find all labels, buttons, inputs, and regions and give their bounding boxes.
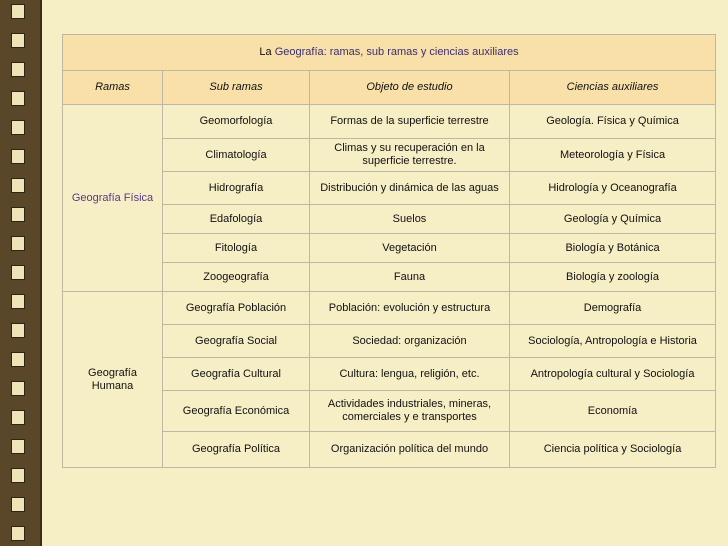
film-hole <box>11 439 25 454</box>
objeto-cell: Fauna <box>310 263 510 292</box>
ciencias-cell: Sociología, Antropología e Historia <box>510 325 716 358</box>
header-ciencias: Ciencias auxiliares <box>510 71 716 105</box>
title-text: Geografía: ramas, sub ramas y ciencias auxiliares <box>274 46 519 58</box>
film-hole <box>11 381 25 396</box>
sub-rama-cell: Geografía Económica <box>163 391 310 432</box>
film-hole <box>11 236 25 251</box>
film-hole <box>11 149 25 164</box>
sub-rama-cell: Geografía Política <box>163 432 310 468</box>
ciencias-cell: Geología. Física y Química <box>510 105 716 139</box>
film-hole <box>11 33 25 48</box>
ciencias-cell: Biología y Botánica <box>510 234 716 263</box>
film-hole <box>11 62 25 77</box>
table-row <box>63 292 716 325</box>
film-hole <box>11 178 25 193</box>
objeto-cell: Cultura: lengua, religión, etc. <box>310 358 510 391</box>
film-hole <box>11 294 25 309</box>
film-hole <box>11 497 25 512</box>
objeto-cell: Suelos <box>310 205 510 234</box>
film-hole <box>11 265 25 280</box>
rama-cell: Geografía Física <box>63 105 163 292</box>
sub-rama-cell: Climatología <box>163 139 310 172</box>
objeto-cell: Población: evolución y estructura <box>310 292 510 325</box>
table-title-row <box>63 35 716 71</box>
film-hole <box>11 323 25 338</box>
table-title <box>63 35 716 71</box>
header-objeto: Objeto de estudio <box>310 71 510 105</box>
ciencias-cell: Biología y zoología <box>510 263 716 292</box>
film-hole <box>11 91 25 106</box>
sub-rama-cell: Geografía Cultural <box>163 358 310 391</box>
ciencias-cell: Ciencia política y Sociología <box>510 432 716 468</box>
objeto-cell: Distribución y dinámica de las aguas <box>310 172 510 205</box>
ciencias-cell: Hidrología y Oceanografía <box>510 172 716 205</box>
objeto-cell: Actividades industriales, mineras, comerciales y e transportes <box>310 391 510 432</box>
sub-rama-cell: Geografía Social <box>163 325 310 358</box>
header-row <box>63 71 716 105</box>
sub-rama-cell: Zoogeografía <box>163 263 310 292</box>
geography-table <box>62 34 716 468</box>
film-strip-border <box>0 0 42 546</box>
sub-rama-cell: Hidrografía <box>163 172 310 205</box>
objeto-cell: Sociedad: organización <box>310 325 510 358</box>
film-hole <box>11 4 25 19</box>
sub-rama-cell: Geomorfología <box>163 105 310 139</box>
objeto-cell: Vegetación <box>310 234 510 263</box>
film-hole <box>11 526 25 541</box>
film-hole <box>11 352 25 367</box>
sub-rama-cell: Fitología <box>163 234 310 263</box>
sub-rama-cell: Edafología <box>163 205 310 234</box>
ciencias-cell: Geología y Química <box>510 205 716 234</box>
objeto-cell: Climas y su recuperación en la superficie terrestre. <box>310 139 510 172</box>
ciencias-cell: Antropología cultural y Sociología <box>510 358 716 391</box>
ciencias-cell: Demografía <box>510 292 716 325</box>
film-hole <box>11 410 25 425</box>
header-ramas: Ramas <box>63 71 163 105</box>
title-prefix: La <box>259 46 275 58</box>
objeto-cell: Formas de la superficie terrestre <box>310 105 510 139</box>
film-hole <box>11 207 25 222</box>
rama-cell: Geografía Humana <box>63 292 163 468</box>
objeto-cell: Organización política del mundo <box>310 432 510 468</box>
ciencias-cell: Economía <box>510 391 716 432</box>
film-hole <box>11 468 25 483</box>
film-hole <box>11 120 25 135</box>
sub-rama-cell: Geografía Población <box>163 292 310 325</box>
table-row <box>63 105 716 139</box>
ciencias-cell: Meteorología y Física <box>510 139 716 172</box>
header-sub-ramas: Sub ramas <box>163 71 310 105</box>
